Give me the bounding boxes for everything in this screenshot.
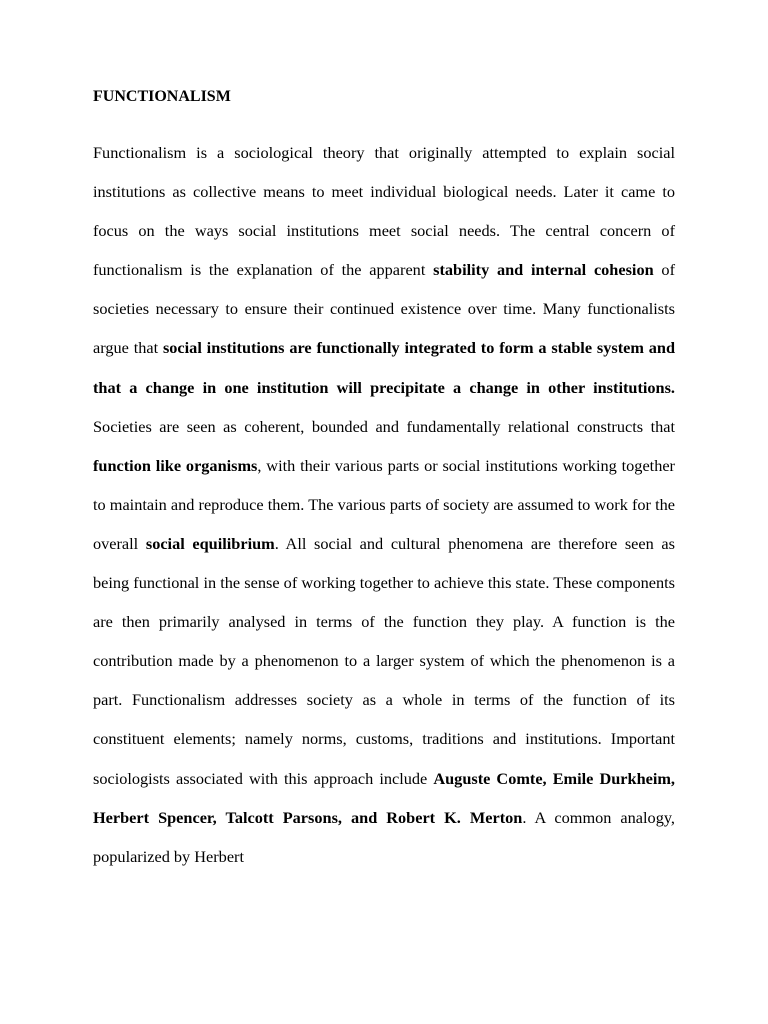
paragraph-text-run: Societies are seen as coherent, bounded and fundamentally relational constructs that <box>93 416 675 436</box>
paragraph-bold-run: social institutions are functionally integrated to form a stable system and that a change in one institution will precipitate a change in other institutions. <box>93 338 675 397</box>
document-paragraph <box>93 133 675 876</box>
paragraph-text-run: . All social and cultural phenomena are therefore seen as being functional in the sense of working together to achieve this state. These components are then primarily analysed in terms of the function they play. A function is the contribution made by a phenomenon to a larger system of which the phenomenon is a part. Functionalism addresses society as a whole in terms of the function of its constituent elements; namely norms, customs, traditions and institutions. Important sociologists associated with this approach include <box>93 533 675 788</box>
paragraph-text-run: , with their various parts or social institutions working together to maintain and reproduce them. The various parts of society are assumed to work for the overall <box>93 455 675 553</box>
document-heading: FUNCTIONALISM <box>93 88 231 105</box>
paragraph-text-run: Functionalism is a sociological theory that originally attempted to explain social institutions as collective means to meet individual biological needs. Later it came to focus on the ways social institutions meet social needs. The central concern of functionalism is the explanation of the apparent <box>93 143 675 280</box>
paragraph-bold-run: Auguste Comte, Emile Durkheim, Herbert Spencer, Talcott Parsons, and Robert K. Merton <box>93 768 676 827</box>
paragraph-bold-run: social equilibrium <box>145 533 275 553</box>
document-page <box>93 84 675 876</box>
paragraph-bold-run: function like organisms <box>93 455 258 475</box>
paragraph-text-run: of societies necessary to ensure their continued existence over time. Many functionalists argue that <box>93 260 675 358</box>
paragraph-bold-run: stability and internal cohesion <box>433 260 654 280</box>
paragraph-text-run: . A common analogy, popularized by Herbert <box>93 807 675 866</box>
